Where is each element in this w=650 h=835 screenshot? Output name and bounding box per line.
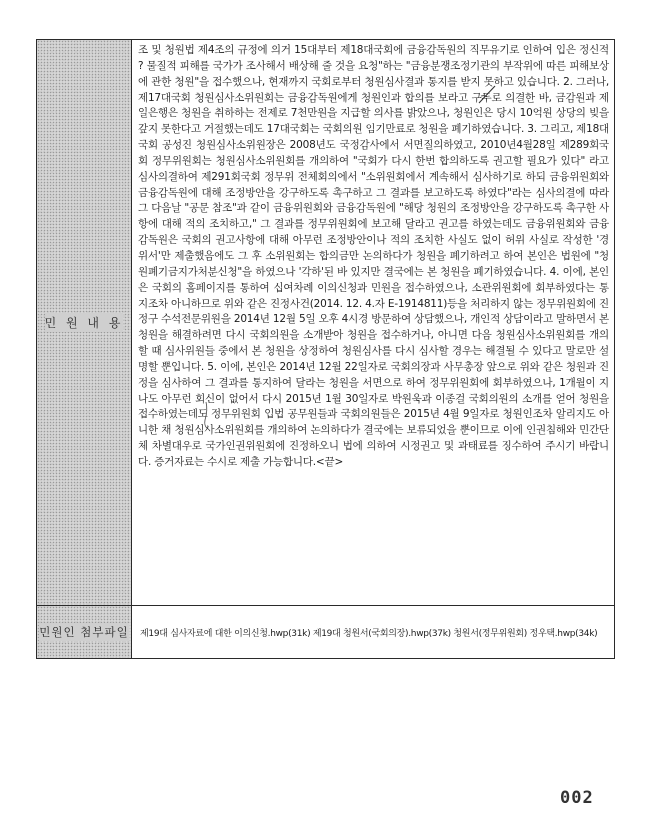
attachment-row: [37, 606, 614, 658]
complaint-content-text: 조 및 청원법 제4조의 규정에 의거 15대부터 제18대국회에 금융감독원의 직무유기로 인하여 입은 정신적 ? 물질적 피해를 국가가 조사해서 배상해 줄 것을 요청"하는 "금융분쟁조정기관의 부작위에 따른 피해보상에 관한 청원"을 접수했으나, 현재까지 국회로부터 청원심사결과 통지를 받지 못하고 있습니다. 2. 그러나, 제17대국회 청원심사소위원회는 금융감독원에게 청원인과 합의를 보라고 구두로 의결한 바, 금감원과 제일은행은 청원을 취하하는 전제로 7천만원을 지급할 의사를 밝았으나, 청원인은 당시 10억원 상당의 빚을 갚지 못한다고 거절했는데도 17대국회는 국회의원 임기만료로 청원을 폐기하였습니다. 3. 그리고, 제18대국회 공성진 청원심사소위원장은 2008년도 국정감사에서 서면질의하였고, 2010년4월28일 제289회국회 정무위원회는 청원심사소위원회를 개의하여 "국회가 다시 한번 합의하도록 권고할 필요가 있다" 라고 심사의결하여 제291회국회 정무위 전체회의에서 "소위원회에서 계속해서 심사하기로 하되 금융위원회와 금융감독원에 대해 조정방안을 강구하도록 촉구하고 그 결과를 보고하도록 하였다"라는 심사의결에 따라 그 다음날 "공문 참조"과 같이 금융위원회와 금융감독원에 "해당 청원의 조정방안을 강구하도록 촉구한 사항에 대해 적의 조치하고," 그 결과를 정무위원회에 보고해 달라고 권고를 하였는데도 금융위원회와 금융감독원은 국회의 권고사항에 대해 아무런 조정방안이나 적의 조치한 사실도 없이 허위 사실로 작성한 '경위서'만 제출했음에도 그 후 소위원회는 합의금만 논의하다가 청원을 폐기하려고 하여 본인은 법원에 "청원폐기금지가처분신청"을 하였으나 '각하'된 바 있지만 결국에는 본 청원을 폐기하였습니다. 4. 이에, 본인은 국회의 홈페이지를 통하여 십여차례 이의신청과 민원을 접수하였으나, 소관위원회에 회부하였다는 통지조차 아니하므로 위와 같은 진정사건(2014. 12. 4.자 E-1914811)등을 처리하지 않는 정무위원회에 진정구 수석전문위원을 2014년 12월 5일 오후 4시경 방문하여 상담했으나, 개인적 상담이라고 말하면서 본 청원을 해결하려면 다시 국회의원을 소개받아 청원을 접수하거나, 아니면 다음 청원심사소위원회를 개의할 때 심사위원들 중에서 본 청원을 상정하여 청원심사를 다시 심사할 경우는 해결될 수 있다고 말로만 설명할 뿐입니다. 5. 이에, 본인은 2014년 12월 22일자로 국회의장과 사무총장 앞으로 위와 같은 청원과 진정을 심사하여 그 결과를 통지하여 달라는 청원을 서면으로 하여 정무위원회에 회부하였으나, 1개월이 지나도 아무런 회신이 없어서 다시 2015년 1월 30일자로 박원욱과 이종걸 국회의원의 소개를 얻어 청원을 접수하였는데도 정무위원회 입법 공무원들과 국회의원들은 2015년 4월 9일자로 청원인조차 알리지도 아니한 채 청원심사소위원회를 개의하여 논의하다가 결국에는 보류되었을 뿐이므로 이에 인권침해와 민간단체 차별대우로 국가인권위원회에 진정하오니 법에 의하여 시정권고 및 과태료를 징수하여 주시기 바랍니다. 증거자료는 수시로 제출 가능합니다.<끝>: [138, 44, 609, 468]
attachment-label: 민원인 첨부파일: [39, 625, 129, 639]
complaint-content-label-cell: [37, 40, 132, 605]
complaint-content-row: [37, 40, 614, 606]
handwritten-stroke-mark-icon: [196, 400, 216, 430]
page-number: 002: [560, 788, 594, 808]
handwritten-slash-mark-icon: [475, 83, 499, 107]
attachment-label-cell: [37, 606, 132, 658]
complaint-content-label: 민 원 내 용: [45, 313, 124, 332]
complaint-form-table: [36, 39, 615, 659]
attachment-file-list[interactable]: 제19대 심사자료에 대한 이의신청.hwp(31k) 제19대 청원서(국회의장).hwp(37k) 청원서(정무위원회) 정우택.hwp(34k): [140, 628, 598, 639]
